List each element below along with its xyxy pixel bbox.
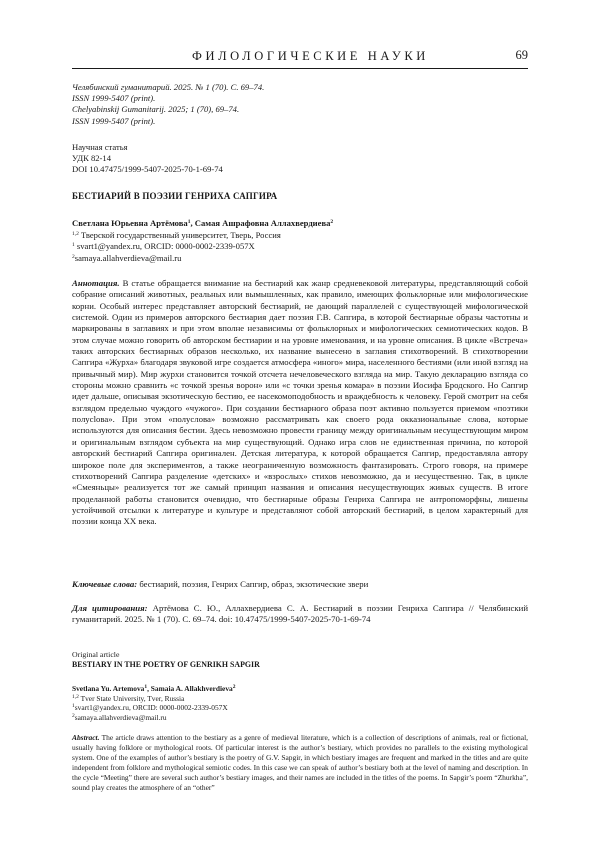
article-title-en: BESTIARY IN THE POETRY OF GENRIKH SAPGIR — [72, 660, 260, 669]
article-title-ru: БЕСТИАРИЙ В ПОЭЗИИ ГЕНРИХА САПГИРА — [72, 191, 278, 201]
how-to-cite-ru — [72, 603, 528, 626]
email-1-ru — [72, 241, 333, 253]
author-1-marker: 1 — [187, 219, 191, 225]
keywords-label: Ключевые слова: — [72, 579, 138, 589]
abstract-text: В статье обращается внимание на бестиарий как жанр средневековой литературы, представляющий собой собрание описаний животных, реальных или вымышленных, как правило, имеющих фольклорные или мифологические корни. Особый интерес представляет авторский бестиарий, не дающий параллелей с существующей мифологической системой. Один из примеров авторского бестиария дает поэзия Г.В. Сапгира, в которой бестиарные образы частотны и маркированы в заглавиях и при этом вполне независимы от фольклорных и мифологических семиотических кодов. В этом случае можно говорить об авторском бестиарии и на уровне именования, и на уровне описания. В цикле «Встреча» таких авторских бестиарных образов несколько, их название вынесено в заглавия стихотворений. В стихотворении Сапгира «Журха» благодаря звуковой игре создается атмосфера «иного» мира, населенного бестиями (или иной взгляд на привычный мир). Мир журхи становится точкой отсчета нечеловеческого взгляда на мир. Такую декларацию взгляда со стороны можно сравнить «с точкой зренья ворон» или «с точки зренья комара» в поэзии Иосифа Бродского. Но Сапгир идет дальше, описывая экзотическую бестию, ее насекомоподобность и враждебность к человеку. Герой смотрит на себя взглядом предельно чуждого «чужого». При создании бестиарного образа поэт активно пользуется приемом «поэтики полусlова». При этом «полуслова» возможно рассматривать как своего рода окказиональные слова, которые используются для описания бестии. Здесь невозможно провести границу между оригинальным несуществующим миром и оригинальным взглядом субъекта на мир существующий. Однако игра слов не единственная причина, по которой авторский бестиарий Сапгира оригинален. Детская литература, к которой обращается Сапгир, предоставляла автору широкое поле для экспериментов, а также неограниченную возможность фантазировать. Строго говоря, на примере стихотворений Сапгира разделение «детских» и «взрослых» стихов невозможно, да и несущественно. Так, в цикле «Смеяньцы» реализуется тот же самый принцип названия и описания несуществующих живых существ. В итоге проделанной работы становится очевидно, что бестиарные образы Генриха Сапгира не антропоморфны, лишены устойчивой отсылки к литературе и культуре и представляют собой авторский бестиарий, в целом характерный для поэзии конца XX века. — [72, 278, 528, 527]
abstract-label: Аннотация. — [72, 278, 120, 288]
article-type-en: Original article — [72, 650, 120, 659]
cite-text: Артёмова С. Ю., Аллахвердиева С. А. Бестиарий в поэзии Генриха Сапгира // Челябинский гуманитарий. 2025. № 1 (70). С. 69–74. doi: 10.47475/1999-5407-2025-70-1-69-74 — [72, 603, 529, 625]
author-2-name: Самая Ашрафовна Аллахвердиева — [194, 218, 331, 228]
abstract-text-en: The article draws attention to the bestiary as a genre of medieval literature, which is a collection of descriptions of animals, real or fictional, usually having folklore or mythological roots. Of particular interest is the author’s bestiary, which provides no parallels to the existing mythological system. One of the examples of author’s bestiary is the poetry of G.V. Sapgir, in which bestiary images are frequent and marked in the titles and are quite independent from folklore and mythological semiotic codes. In this case we can speak of author’s bestiary both at the level of naming and description. In the cycle “Meeting” there are several such author’s bestiary images, and their names are included in the titles of the poems. In Sapgir’s poem “Zhurkha”, sound play creates the atmosphere of an “other” — [72, 733, 528, 793]
abstract-label-en: Abstract. — [72, 733, 100, 742]
running-header — [72, 48, 528, 69]
email-1-marker: 1 — [72, 242, 75, 249]
email-2-ru — [72, 253, 333, 265]
authors-block-en — [72, 684, 235, 722]
author-separator-en: , — [147, 684, 151, 693]
affiliation-text-en: Tver State University, Tver, Russia — [78, 693, 185, 703]
author-2-name-en: Samaia A. Allakhverdieva — [150, 684, 233, 693]
journal-section-title: ФИЛОЛОГИЧЕСКИЕ НАУКИ — [192, 49, 429, 63]
authors-block-ru — [72, 218, 333, 264]
cite-label: Для цитирования: — [72, 603, 148, 613]
affiliation-marker: 1,2 — [72, 230, 79, 237]
email-2-text-en: samaya.allahverdieva@mail.ru — [74, 712, 167, 722]
affiliation-text: Тверской государственный университет, Тверь, Россия — [78, 229, 281, 240]
journal-citation-block — [72, 82, 264, 127]
author-2-marker-en: 2 — [232, 684, 236, 690]
citation-line: ISSN 1999-5407 (print). — [72, 93, 156, 104]
citation-line: ISSN 1999-5407 (print). — [72, 115, 156, 126]
author-separator: , — [190, 218, 195, 228]
email-2-marker-en: 2 — [72, 712, 75, 719]
keywords-ru — [72, 579, 528, 590]
author-names-ru — [72, 218, 333, 230]
abstract-ru — [72, 278, 528, 528]
affiliation-ru — [72, 230, 333, 242]
article-meta — [72, 142, 223, 176]
email-1-text-en: svart1@yandex.ru, ORCID: 0000-0002-2339-057X — [74, 703, 228, 713]
abstract-en — [72, 733, 528, 794]
udk-code: УДК 82-14 — [72, 153, 112, 164]
email-1-en — [72, 703, 235, 713]
email-2-marker: 2 — [72, 253, 75, 260]
page-number: 69 — [515, 48, 528, 62]
citation-line: Chelyabinskij Gumanitarij. 2025; 1 (70), 69–74. — [72, 104, 240, 115]
email-1-marker-en: 1 — [72, 703, 75, 710]
keywords-text: бестиарий, поэзия, Генрих Сапгир, образ, экзотические звери — [137, 579, 369, 589]
citation-line: Челябинский гуманитарий. 2025. № 1 (70). С. 69–74. — [72, 82, 265, 92]
author-1-marker-en: 1 — [144, 684, 148, 690]
author-1-name: Светлана Юрьевна Артёмова — [72, 218, 188, 228]
affiliation-en — [72, 694, 235, 704]
affiliation-marker-en: 1,2 — [72, 693, 79, 700]
doi: DOI 10.47475/1999-5407-2025-70-1-69-74 — [72, 164, 223, 175]
author-1-name-en: Svetlana Yu. Artemova — [72, 684, 145, 693]
author-names-en — [72, 684, 235, 694]
author-2-marker: 2 — [330, 219, 334, 225]
email-1-text: svart1@yandex.ru, ORCID: 0000-0002-2339-057X — [74, 241, 255, 252]
email-2-text: samaya.allahverdieva@mail.ru — [74, 252, 182, 263]
article-type: Научная статья — [72, 142, 128, 152]
email-2-en — [72, 713, 235, 723]
